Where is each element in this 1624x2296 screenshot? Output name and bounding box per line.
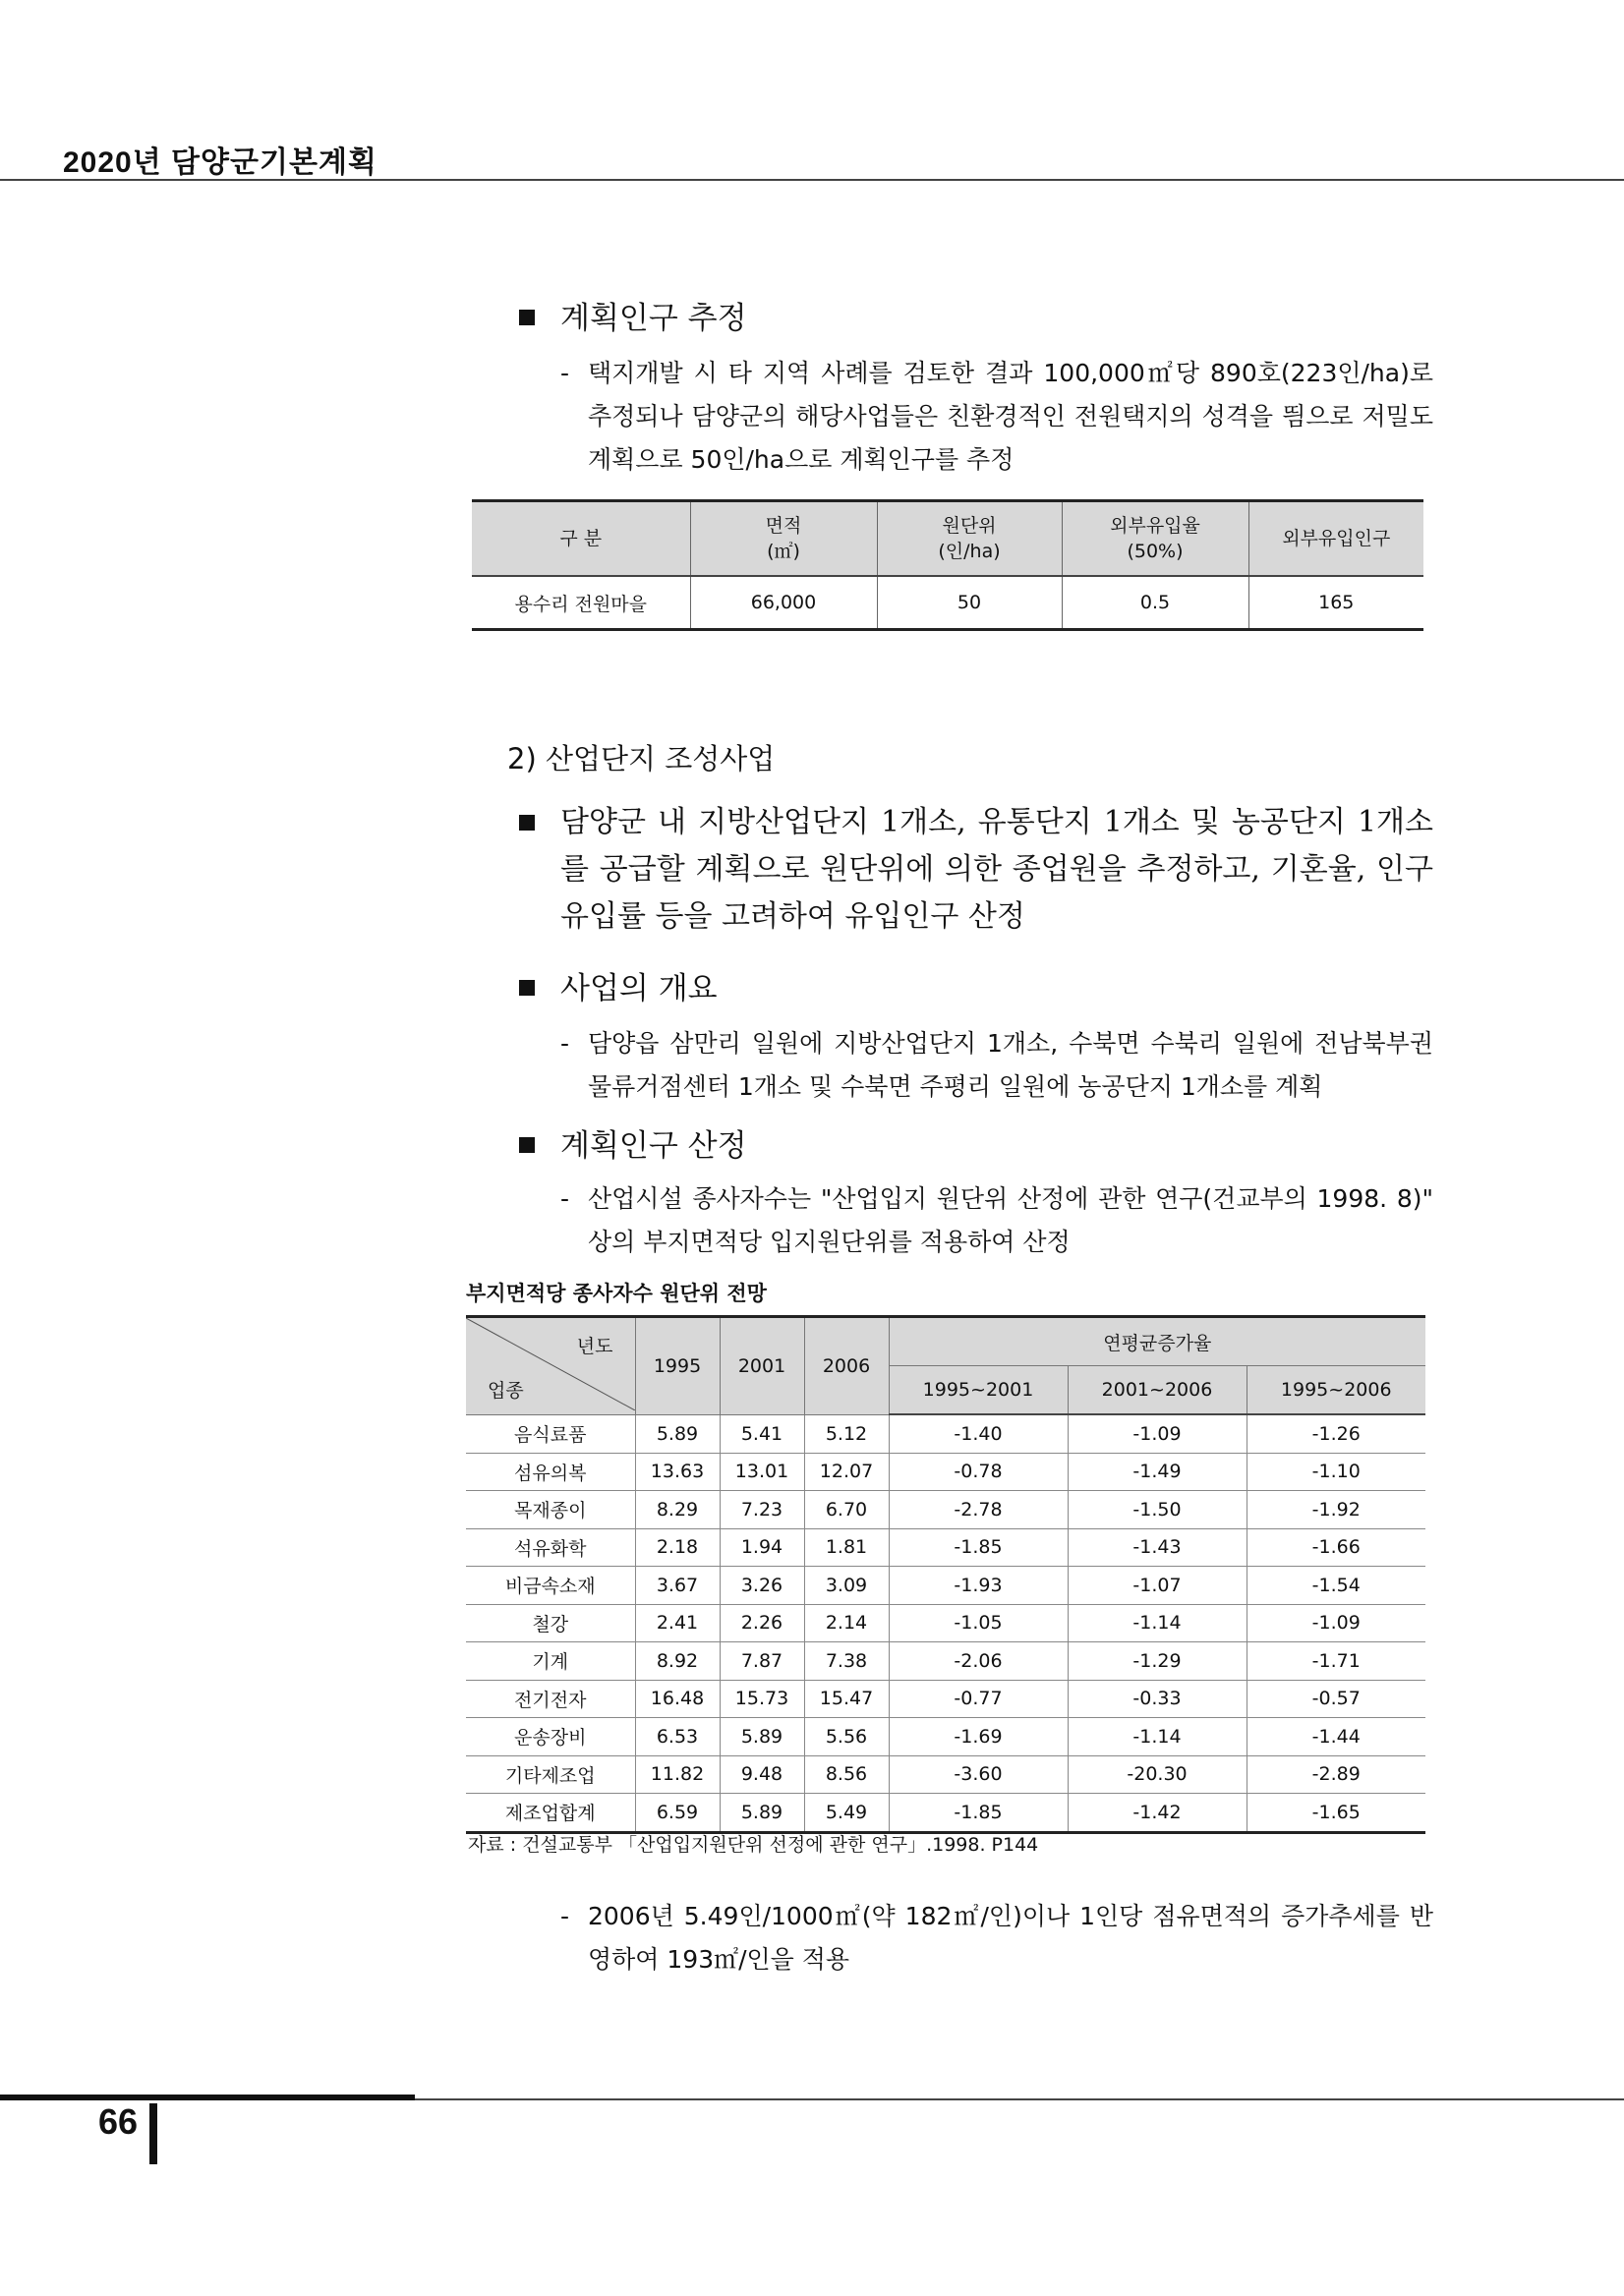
value-cell: -1.65 xyxy=(1247,1794,1425,1833)
header-year: 2001 xyxy=(720,1317,804,1415)
value-cell: -2.89 xyxy=(1247,1755,1425,1794)
table-row xyxy=(466,1718,1425,1756)
value-cell: 5.89 xyxy=(635,1414,720,1453)
value-cell: 15.73 xyxy=(720,1680,804,1718)
industry-cell: 전기전자 xyxy=(466,1680,635,1718)
value-cell: 8.29 xyxy=(635,1491,720,1529)
final-note: - 2006년 5.49인/1000㎡(약 182㎡/인)이나 1인당 점유면적의 증가추세를 반영하여 193㎡/인을 적용 xyxy=(560,1902,1433,1974)
value-cell: 6.53 xyxy=(635,1718,720,1756)
value-cell: -0.78 xyxy=(889,1453,1068,1491)
footer-rule xyxy=(415,2098,1624,2100)
industry-cell: 석유화학 xyxy=(466,1528,635,1567)
industry-cell: 비금속소재 xyxy=(466,1567,635,1605)
header-period: 1995~2006 xyxy=(1247,1366,1425,1415)
value-cell: 6.59 xyxy=(635,1794,720,1833)
table-row xyxy=(466,1567,1425,1605)
header-growth: 연평균증가율 xyxy=(889,1317,1425,1366)
industry-cell: 기계 xyxy=(466,1642,635,1681)
value-cell: 3.26 xyxy=(720,1567,804,1605)
value-cell: 5.56 xyxy=(804,1718,889,1756)
value-cell: -1.10 xyxy=(1247,1453,1425,1491)
value-cell: 13.01 xyxy=(720,1453,804,1491)
industry-cell: 목재종이 xyxy=(466,1491,635,1529)
value-cell: -1.50 xyxy=(1068,1491,1247,1529)
value-cell: -0.77 xyxy=(889,1680,1068,1718)
value-cell: 8.56 xyxy=(804,1755,889,1794)
header-unit: 원단위 (인/ha) xyxy=(877,501,1062,577)
value-cell: -3.60 xyxy=(889,1755,1068,1794)
value-cell: -1.05 xyxy=(889,1604,1068,1642)
page-number-bar xyxy=(149,2103,157,2164)
value-cell: 1.94 xyxy=(720,1528,804,1567)
value-cell: 15.47 xyxy=(804,1680,889,1718)
value-cell: -2.78 xyxy=(889,1491,1068,1529)
value-cell: -1.85 xyxy=(889,1528,1068,1567)
square-bullet-icon xyxy=(519,980,535,996)
table-row xyxy=(466,1642,1425,1681)
value-cell: -1.71 xyxy=(1247,1642,1425,1681)
section-title-industrial: 2) 산업단지 조성사업 xyxy=(507,742,776,775)
table-body xyxy=(466,1414,1425,1832)
value-cell: 7.38 xyxy=(804,1642,889,1681)
square-bullet-icon xyxy=(519,1137,535,1153)
value-cell: 6.70 xyxy=(804,1491,889,1529)
value-cell: -1.42 xyxy=(1068,1794,1247,1833)
value-cell: -1.14 xyxy=(1068,1604,1247,1642)
corner-header: 년도 업종 xyxy=(466,1317,635,1415)
header-year: 2006 xyxy=(804,1317,889,1415)
bullet-planned-population-estimate: 계획인구 추정 xyxy=(519,293,747,337)
value-cell: 12.07 xyxy=(804,1453,889,1491)
value-cell: 2.14 xyxy=(804,1604,889,1642)
value-cell: -1.44 xyxy=(1247,1718,1425,1756)
industry-cell: 운송장비 xyxy=(466,1718,635,1756)
table-row xyxy=(466,1755,1425,1794)
value-cell: -1.26 xyxy=(1247,1414,1425,1453)
square-bullet-icon xyxy=(519,310,535,325)
value-cell: 3.67 xyxy=(635,1567,720,1605)
value-cell: -1.93 xyxy=(889,1567,1068,1605)
overview-text: - 담양읍 삼만리 일원에 지방산업단지 1개소, 수북면 수북리 일원에 전남북부권 물류거점센터 1개소 및 수북면 주평리 일원에 농공단지 1개소를 계획 xyxy=(560,1029,1433,1101)
square-bullet-icon xyxy=(519,815,535,831)
industrial-intro: 담양군 내 지방산업단지 1개소, 유통단지 1개소 및 농공단지 1개소를 공급할 계획으로 원단위에 의한 종업원을 추정하고, 기혼율, 인구유입률 등을 고려하여 유입인구 산정 xyxy=(519,799,1433,941)
header-inflow-population: 외부유입인구 xyxy=(1248,501,1423,577)
header-rule xyxy=(0,179,1624,181)
value-cell: -1.29 xyxy=(1068,1642,1247,1681)
bullet-overview: 사업의 개요 xyxy=(519,963,718,1007)
value-cell: 2.41 xyxy=(635,1604,720,1642)
header-category: 구 분 xyxy=(472,501,690,577)
table-row xyxy=(466,1604,1425,1642)
value-cell: 3.09 xyxy=(804,1567,889,1605)
table-source: 자료 : 건설교통부 「산업입지원단위 선정에 관한 연구」.1998. P144 xyxy=(468,1834,1039,1856)
value-cell: 13.63 xyxy=(635,1453,720,1491)
value-cell: 5.12 xyxy=(804,1414,889,1453)
value-cell: 8.92 xyxy=(635,1642,720,1681)
population-calc-text: - 산업시설 종사자수는 "산업입지 원단위 산정에 관한 연구(건교부의 1998. 8)" 상의 부지면적당 입지원단위를 적용하여 산정 xyxy=(560,1184,1433,1256)
industry-cell: 기타제조업 xyxy=(466,1755,635,1794)
table-row xyxy=(466,1528,1425,1567)
footer-bar xyxy=(0,2095,415,2100)
value-cell: 11.82 xyxy=(635,1755,720,1794)
table-row xyxy=(466,1414,1425,1453)
value-cell: -1.54 xyxy=(1247,1567,1425,1605)
page-number: 66 xyxy=(98,2101,139,2142)
table-row xyxy=(466,1453,1425,1491)
value-cell: -1.49 xyxy=(1068,1453,1247,1491)
industry-cell: 음식료품 xyxy=(466,1414,635,1453)
value-cell: 1.81 xyxy=(804,1528,889,1567)
value-cell: 7.23 xyxy=(720,1491,804,1529)
header-inflow-rate: 외부유입율 (50%) xyxy=(1062,501,1248,577)
table-row xyxy=(466,1680,1425,1718)
value-cell: -1.07 xyxy=(1068,1567,1247,1605)
running-header-title: 2020년 담양군기본계획 xyxy=(63,146,377,179)
value-cell: -1.40 xyxy=(889,1414,1068,1453)
value-cell: -20.30 xyxy=(1068,1755,1247,1794)
population-table xyxy=(472,499,1423,631)
value-cell: -1.09 xyxy=(1068,1414,1247,1453)
value-cell: 5.89 xyxy=(720,1718,804,1756)
industry-cell: 철강 xyxy=(466,1604,635,1642)
value-cell: -1.85 xyxy=(889,1794,1068,1833)
table-caption: 부지면적당 종사자수 원단위 전망 xyxy=(466,1282,767,1305)
industry-cell: 제조업합계 xyxy=(466,1794,635,1833)
table-row: 용수리 전원마을 66,000 50 0.5 165 xyxy=(472,576,1423,630)
value-cell: -1.14 xyxy=(1068,1718,1247,1756)
value-cell: -0.57 xyxy=(1247,1680,1425,1718)
population-estimate-text: - 택지개발 시 타 지역 사례를 검토한 결과 100,000㎡당 890호(223인/ha)로 추정되나 담양군의 해당사업들은 친환경적인 전원택지의 성격을 띔으로 저밀도 계획으로 50인/ha으로 계획인구를 추정 xyxy=(560,359,1433,474)
header-year: 1995 xyxy=(635,1317,720,1415)
value-cell: -1.09 xyxy=(1247,1604,1425,1642)
value-cell: -0.33 xyxy=(1068,1680,1247,1718)
header-period: 1995~2001 xyxy=(889,1366,1068,1415)
table-row xyxy=(466,1794,1425,1833)
table-row xyxy=(466,1491,1425,1529)
value-cell: 2.18 xyxy=(635,1528,720,1567)
header-area: 면적 (㎡) xyxy=(690,501,877,577)
value-cell: -1.92 xyxy=(1247,1491,1425,1529)
value-cell: -1.69 xyxy=(889,1718,1068,1756)
header-period: 2001~2006 xyxy=(1068,1366,1247,1415)
bullet-population-calc: 계획인구 산정 xyxy=(519,1120,747,1165)
value-cell: 5.41 xyxy=(720,1414,804,1453)
value-cell: 2.26 xyxy=(720,1604,804,1642)
value-cell: -1.66 xyxy=(1247,1528,1425,1567)
value-cell: 16.48 xyxy=(635,1680,720,1718)
value-cell: 7.87 xyxy=(720,1642,804,1681)
industry-cell: 섬유의복 xyxy=(466,1453,635,1491)
employee-unit-table xyxy=(466,1315,1425,1834)
value-cell: -1.43 xyxy=(1068,1528,1247,1567)
value-cell: 5.49 xyxy=(804,1794,889,1833)
value-cell: 9.48 xyxy=(720,1755,804,1794)
value-cell: 5.89 xyxy=(720,1794,804,1833)
value-cell: -2.06 xyxy=(889,1642,1068,1681)
